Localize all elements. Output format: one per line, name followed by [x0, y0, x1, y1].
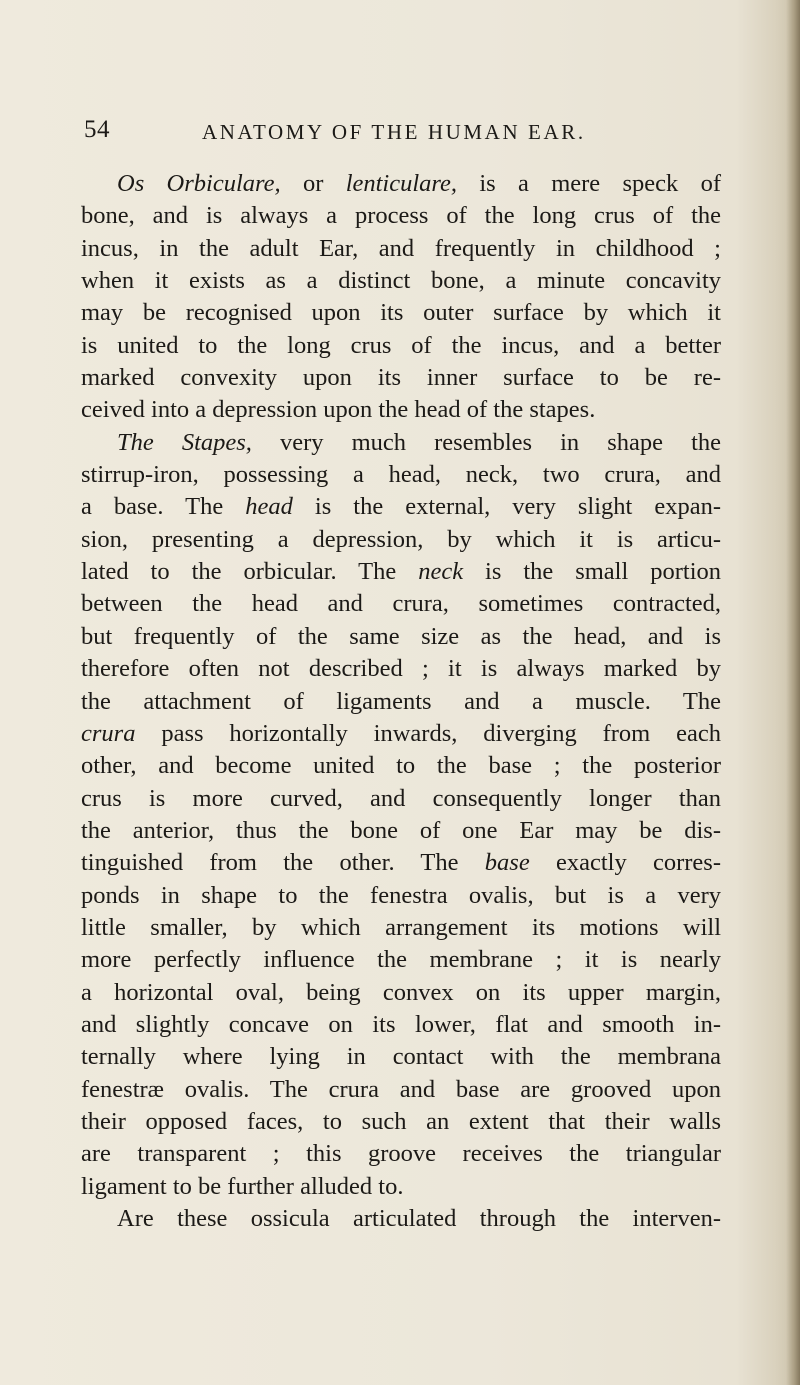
text-line [81, 394, 721, 426]
text-run: or [280, 170, 346, 197]
text-run: the attachment of ligaments and a muscle. The [81, 687, 721, 715]
text-line [81, 718, 721, 750]
text-run: ceived into a depression upon the head of the stapes. [81, 396, 596, 424]
italic-term: The Stapes, [117, 428, 252, 456]
text-line [81, 427, 721, 459]
text-run: stirrup-iron, possessing a head, neck, two crura, and [81, 461, 721, 489]
text-line [81, 686, 721, 718]
text-run: marked convexity upon its inner surface to be re- [81, 364, 721, 392]
text-line [81, 588, 721, 620]
text-run: incus, in the adult Ear, and frequently in childhood ; [81, 234, 721, 262]
text-run: Are these ossicula articulated through the interven- [117, 1205, 721, 1232]
text-line [81, 621, 721, 653]
text-run: sion, presenting a depression, by which it is articu- [81, 525, 721, 553]
text-line [81, 1106, 721, 1138]
text-line [81, 200, 721, 232]
text-run: the anterior, thus the bone of one Ear may be dis- [81, 816, 721, 844]
text-line [81, 168, 721, 200]
text-run: exactly corres- [529, 849, 721, 877]
text-run: and slightly concave on its lower, flat and smooth in- [81, 1010, 721, 1038]
text-line [81, 880, 721, 912]
text-line [81, 1074, 721, 1106]
text-run: tinguished from the other. The [81, 849, 485, 877]
text-run: lated to the orbicular. The [81, 558, 419, 586]
text-run: when it exists as a distinct bone, a minute concavity [81, 267, 721, 295]
text-run: a horizontal oval, being convex on its upper margin, [81, 978, 721, 1006]
page-header [84, 116, 724, 156]
text-run: other, and become united to the base ; the posterior [81, 752, 721, 780]
text-run: are transparent ; this groove receives the triangular [81, 1140, 721, 1168]
text-line [81, 524, 721, 556]
text-line [81, 750, 721, 782]
text-run: but frequently of the same size as the head, and is [81, 622, 721, 650]
text-run: ligament to be further alluded to. [81, 1172, 404, 1200]
body-text [81, 168, 721, 1235]
text-run: is the small portion [463, 558, 722, 586]
text-line [81, 362, 721, 394]
text-run: more perfectly influence the membrane ; it is nearly [81, 946, 721, 974]
text-run: a base. The [81, 493, 246, 521]
text-line [81, 783, 721, 815]
text-line [81, 977, 721, 1009]
text-run: ternally where lying in contact with the membrana [81, 1043, 721, 1071]
text-run: is united to the long crus of the incus, and a better [81, 331, 721, 359]
text-line [81, 815, 721, 847]
text-run: little smaller, by which arrangement its motions will [81, 913, 721, 941]
italic-term: crura [81, 719, 136, 747]
text-line [81, 491, 721, 523]
text-run: is a mere speck of [457, 170, 721, 197]
text-line [81, 459, 721, 491]
italic-term: lenticulare, [345, 170, 458, 197]
text-line [81, 233, 721, 265]
text-run: bone, and is always a process of the long crus of the [81, 202, 721, 230]
text-line [81, 1171, 721, 1203]
italic-term: base [484, 849, 530, 877]
text-run: fenestræ ovalis. The crura and base are grooved upon [81, 1075, 721, 1103]
page-edge-shadow [786, 0, 800, 1385]
text-run: between the head and crura, sometimes contracted, [81, 590, 721, 618]
text-line [81, 265, 721, 297]
text-line [81, 847, 721, 879]
italic-term: head [245, 493, 293, 521]
text-run: pass horizontally inwards, diverging from each [135, 719, 721, 747]
text-line [81, 1203, 721, 1235]
text-line [81, 297, 721, 329]
text-run: ponds in shape to the fenestra ovalis, but is a very [81, 881, 721, 909]
text-line [81, 1138, 721, 1170]
text-run: therefore often not described ; it is always marked by [81, 655, 721, 683]
text-line [81, 556, 721, 588]
text-run: their opposed faces, to such an extent that their walls [81, 1107, 721, 1135]
page-number: 54 [84, 116, 110, 143]
text-run: crus is more curved, and consequently longer than [81, 784, 721, 812]
text-line [81, 653, 721, 685]
text-line [81, 912, 721, 944]
italic-term: Os Orbiculare, [117, 170, 281, 197]
text-line [81, 1041, 721, 1073]
text-line [81, 1009, 721, 1041]
running-title: ANATOMY OF THE HUMAN EAR. [202, 120, 586, 144]
text-run: is the external, very slight expan- [292, 493, 721, 521]
text-line [81, 944, 721, 976]
text-run: may be recognised upon its outer surface by which it [81, 299, 721, 327]
text-line [81, 330, 721, 362]
text-run: very much resembles in shape the [251, 428, 721, 456]
italic-term: neck [418, 558, 464, 586]
